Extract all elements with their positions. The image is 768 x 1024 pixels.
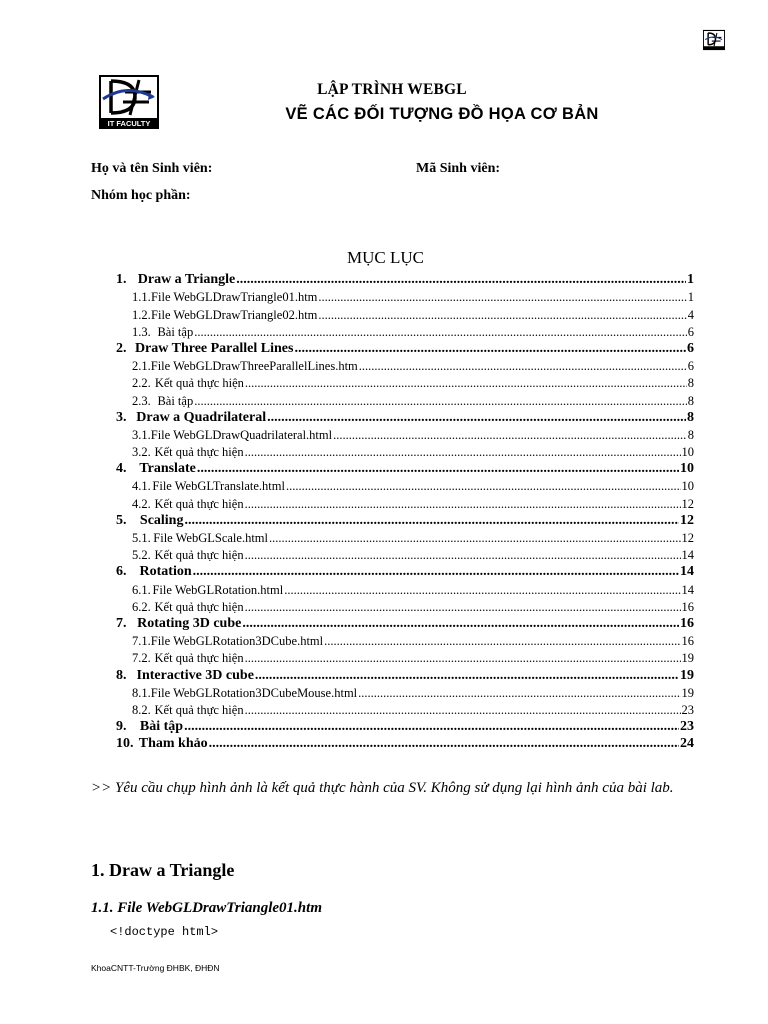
toc-entry-number: 3. [116,409,127,425]
toc-entry-title: File WebGLDrawTriangle02.htm [151,307,318,322]
toc-entry-page: 6 [687,340,694,356]
document-title: LẬP TRÌNH WEBGL [317,81,467,98]
toc-entry-number: 9. [116,719,127,735]
toc-dot-leader [194,325,687,340]
toc-dot-leader [245,548,681,563]
toc-entry-number: 8.1. [132,685,151,700]
toc-entry-number: 1.1. [132,290,151,305]
toc-entry-page: 19 [681,651,694,666]
toc-entry-title: File WebGLRotation.html [152,582,284,597]
toc-entry[interactable] [114,580,694,597]
toc-entry[interactable] [114,391,694,408]
toc-entry-title: Bài tập [157,393,194,408]
toc-entry-number: 3.1. [132,427,151,442]
document-subtitle: VẼ CÁC ĐỐI TƯỢNG ĐỒ HỌA CƠ BẢN [285,105,599,123]
toc-entry-title: File WebGLDrawTriangle01.htm [151,290,318,305]
toc-entry-title: File WebGLDrawThreeParallelLines.htm [150,359,358,374]
toc-dot-leader [245,497,681,512]
toc-entry[interactable] [114,735,694,752]
toc-entry-page: 19 [680,667,694,683]
toc-entry-title: Tham khảo [138,736,208,752]
toc-entry-page: 4 [687,307,694,322]
toc-dot-leader [255,668,679,684]
toc-entry[interactable] [114,374,694,391]
toc-entry-number: 8.2. [132,702,151,717]
toc-entry[interactable] [114,460,694,477]
toc-dot-leader [294,341,686,357]
toc-entry-title: File WebGLTranslate.html [152,479,285,494]
toc-dot-leader [359,359,687,374]
table-of-contents [114,271,694,752]
toc-entry[interactable] [114,666,694,683]
toc-entry-number: 2.2. [132,376,151,391]
toc-entry[interactable] [114,288,694,305]
toc-entry-title: Kết quả thực hiện [154,599,244,614]
logo-caption: IT FACULTY [107,119,151,128]
toc-entry-page: 6 [687,359,694,374]
code-line: <!doctype html> [110,925,219,939]
toc-entry-number: 4. [116,461,127,477]
toc-entry-number: 2. [116,340,127,356]
toc-entry[interactable] [114,632,694,649]
student-name-label: Họ và tên Sinh viên: [91,161,213,176]
toc-entry-number: 8. [116,667,127,683]
toc-entry-page: 8 [687,376,694,391]
toc-entry-page: 16 [681,634,694,649]
toc-entry-page: 14 [681,582,694,597]
toc-dot-leader [318,308,686,323]
toc-entry-title: Draw a Quadrilateral [136,409,267,425]
toc-entry-number: 1.2. [132,307,151,322]
toc-entry-number: 7.2. [132,651,151,666]
toc-dot-leader [242,616,679,632]
toc-entry-number: 1.3. [132,324,151,339]
toc-entry-page: 10 [680,461,694,477]
toc-entry-page: 6 [687,324,694,339]
toc-entry[interactable] [114,701,694,718]
toc-entry-number: 1. [116,272,127,288]
toc-entry[interactable] [114,494,694,511]
toc-entry-title: Draw Three Parallel Lines [134,340,294,356]
it-faculty-logo-small [703,28,725,52]
toc-dot-leader [267,410,686,426]
toc-entry-page: 8 [687,393,694,408]
toc-entry-page: 1 [687,290,694,305]
toc-entry[interactable] [114,340,694,357]
toc-entry-number: 6.2. [132,599,151,614]
toc-entry-title: Kết quả thực hiện [154,496,244,511]
toc-dot-leader [184,719,679,735]
toc-entry-page: 16 [681,599,694,614]
page-footer: KhoaCNTT-Trường ĐHBK, ĐHĐN [91,963,220,973]
toc-entry[interactable] [114,512,694,529]
toc-entry-page: 8 [687,427,694,442]
student-group-label: Nhóm học phần: [91,188,191,203]
toc-entry-page: 14 [681,548,694,563]
toc-dot-leader [184,513,679,529]
toc-entry[interactable] [114,357,694,374]
toc-dot-leader [245,445,681,460]
toc-heading: MỤC LỤC [347,248,424,267]
toc-dot-leader [286,479,681,494]
toc-dot-leader [333,428,687,443]
toc-dot-leader [236,272,686,288]
toc-dot-leader [358,686,680,701]
toc-entry[interactable] [114,546,694,563]
toc-dot-leader [197,461,679,477]
toc-entry-title: Kết quả thực hiện [154,548,244,563]
it-faculty-logo [99,75,159,129]
toc-dot-leader [245,703,681,718]
toc-entry-page: 10 [681,479,694,494]
toc-dot-leader [245,600,681,615]
requirement-note: >> Yêu cầu chụp hình ảnh là kết quả thực hành của SV. Không sử dụng lại hình ảnh của bài lab. [91,780,674,796]
toc-entry-title: Draw a Triangle [137,272,236,288]
toc-entry-page: 24 [680,736,694,752]
toc-entry-number: 2.3. [132,393,151,408]
toc-entry[interactable] [114,477,694,494]
subsection-heading: 1.1. File WebGLDrawTriangle01.htm [91,900,322,916]
toc-entry-page: 8 [687,409,694,425]
toc-entry-page: 12 [681,496,694,511]
toc-entry-number: 5.1. [132,531,151,545]
toc-entry-page: 23 [680,719,694,735]
toc-entry[interactable] [114,598,694,615]
toc-dot-leader [209,736,679,752]
toc-entry-title: File WebGLRotation3DCube.html [150,634,324,649]
toc-entry[interactable] [114,426,694,443]
toc-entry-number: 7. [116,615,127,631]
toc-entry-title: Rotation [139,564,192,580]
toc-entry-page: 16 [680,615,694,631]
section-heading: 1. Draw a Triangle [91,860,235,880]
toc-entry-page: 12 [681,531,694,545]
toc-entry[interactable] [114,718,694,735]
toc-entry[interactable] [114,615,694,632]
toc-entry-number: 6.1. [132,582,151,597]
toc-entry-title: Kết quả thực hiện [154,445,244,460]
toc-entry-title: Bài tập [139,719,184,735]
toc-dot-leader [318,290,686,305]
toc-entry-number: 2.1. [132,359,151,374]
toc-entry-title: Scaling [139,512,184,528]
toc-entry-number: 5. [116,512,127,528]
toc-entry-title: Kết quả thực hiện [154,702,244,717]
toc-entry-page: 23 [681,702,694,717]
toc-entry-number: 6. [116,564,127,580]
toc-entry[interactable] [114,305,694,322]
toc-entry[interactable] [114,529,694,546]
toc-entry-page: 1 [687,272,694,288]
toc-entry-number: 7.1. [132,634,151,649]
toc-entry-page: 10 [681,445,694,460]
toc-entry-title: Kết quả thực hiện [154,376,244,391]
toc-dot-leader [284,583,680,598]
toc-entry-number: 4.2. [132,496,151,511]
toc-entry-page: 19 [681,685,694,700]
toc-entry-title: Rotating 3D cube [137,615,242,631]
toc-dot-leader [245,376,687,391]
toc-entry-number: 4.1. [132,479,151,494]
toc-entry[interactable] [114,323,694,340]
toc-dot-leader [194,394,687,409]
toc-entry-title: File WebGLDrawQuadrilateral.html [150,427,333,442]
toc-entry[interactable] [114,563,694,580]
toc-entry[interactable] [114,271,694,288]
toc-entry-title: Translate [139,461,196,477]
toc-entry-title: File WebGLRotation3DCubeMouse.html [150,685,358,700]
toc-entry-number: 5.2. [132,548,151,563]
toc-entry-number: 3.2. [132,445,151,460]
toc-entry-number: 10. [116,736,134,752]
toc-entry-page: 12 [680,512,694,528]
toc-entry-title: Bài tập [157,324,194,339]
toc-entry[interactable] [114,443,694,460]
toc-dot-leader [324,634,680,649]
toc-entry[interactable] [114,684,694,701]
student-id-label: Mã Sinh viên: [416,161,501,176]
toc-entry[interactable] [114,409,694,426]
toc-entry[interactable] [114,649,694,666]
toc-dot-leader [245,651,681,666]
toc-dot-leader [269,531,681,546]
toc-dot-leader [193,564,679,580]
toc-entry-title: Interactive 3D cube [136,667,254,683]
toc-entry-title: File WebGLScale.html [153,531,268,545]
toc-entry-title: Kết quả thực hiện [154,651,244,666]
toc-entry-page: 14 [680,564,694,580]
